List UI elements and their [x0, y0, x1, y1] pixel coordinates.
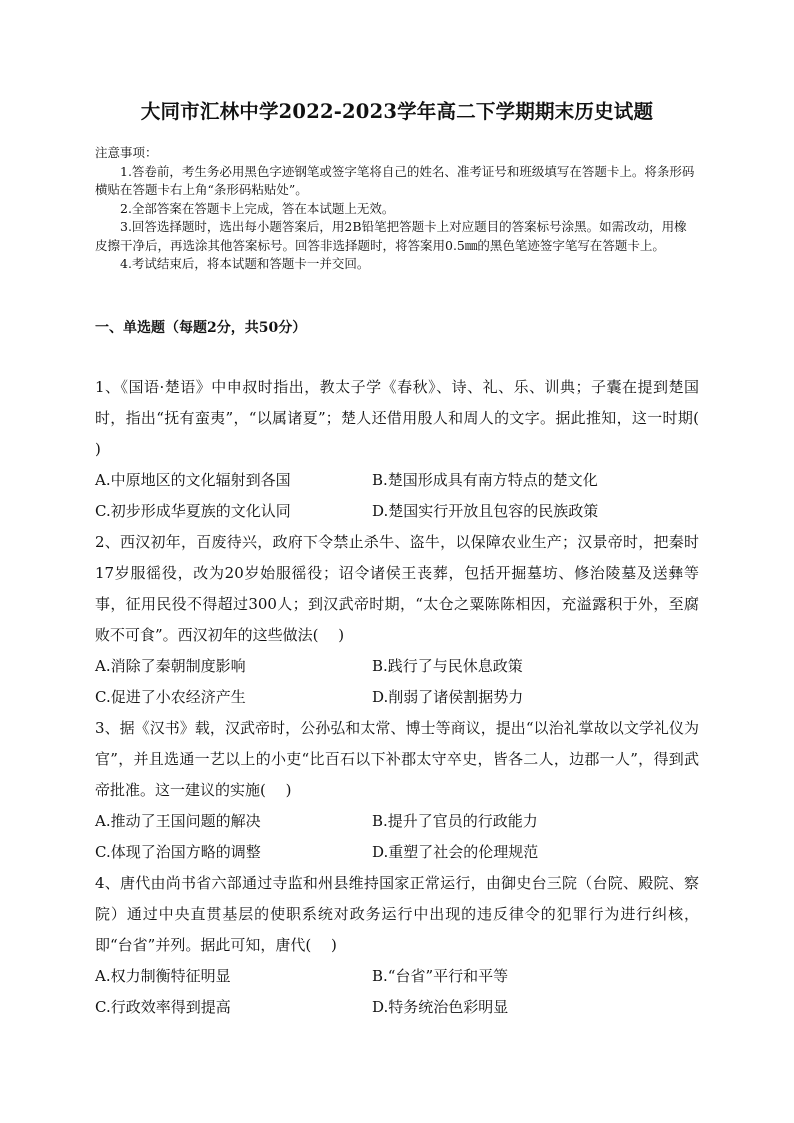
note-item: 2.全部答案在答题卡上完成，答在本试题上无效。 — [120, 200, 395, 216]
question-1 — [95, 372, 719, 527]
option-b: B.楚国形成具有南方特点的楚文化 — [372, 471, 598, 489]
exam-title: 大同市汇林中学2022-2023学年高二下学期期末历史试题 — [140, 100, 654, 123]
option-d: D.重塑了社会的伦理规范 — [372, 843, 539, 861]
question-stem: 3、据《汉书》载，汉武帝时，公孙弘和太常、博士等商议，提出“以治礼掌故以文学礼仪为官”，并且选通一艺以上的小吏“比百石以下补郡太守卒史，皆各二人，边郡一人”，得到武帝批准。这一建议的实施( ) — [95, 719, 699, 799]
option-a: A.推动了王国问题的解决 — [95, 812, 261, 830]
option-a: A.中原地区的文化辐射到各国 — [95, 471, 291, 489]
option-b: B.践行了与民休息政策 — [372, 657, 523, 675]
question-list — [95, 372, 719, 1023]
option-b: B.提升了官员的行政能力 — [372, 812, 538, 830]
question-stem: 1、《国语·楚语》中申叔时指出，教太子学《春秋》、诗、礼、乐、训典；子囊在提到楚国时，指出“抚有蛮夷”，“以属诸夏”；楚人还借用殷人和周人的文字。据此推知，这一时期( ) — [95, 378, 719, 458]
note-item: 1.答卷前，考生务必用黑色字迹钢笔或签字笔将自己的姓名、准考证号和班级填写在答题卡上。将条形码横贴在答题卡右上角“条形码粘贴处”。 — [95, 163, 695, 197]
question-stem: 4、唐代由尚书省六部通过寺监和州县维持国家正常运行，由御史台三院（台院、殿院、察院）通过中央直贯基层的使职系统对政务运行中出现的违反律令的犯罪行为进行纠核，即“台省”并列。据此可知，唐代( ) — [95, 874, 699, 954]
option-d: D.削弱了诸侯割据势力 — [372, 688, 524, 706]
option-a: A.权力制衡特征明显 — [95, 967, 231, 985]
option-d: D.楚国实行开放且包容的民族政策 — [372, 502, 599, 520]
note-item: 4.考试结束后，将本试题和答题卡一并交回。 — [120, 256, 370, 271]
option-c: C.行政效率得到提高 — [95, 998, 231, 1016]
question-2 — [95, 527, 699, 713]
notes-heading: 注意事项： — [95, 145, 158, 160]
exam-notes — [95, 144, 695, 274]
question-4 — [95, 868, 699, 1023]
option-c: C.初步形成华夏族的文化认同 — [95, 502, 291, 520]
note-item: 3.回答选择题时，选出每小题答案后，用2B铅笔把答题卡上对应题目的答案标号涂黑。如需改动，用橡皮擦干净后，再选涂其他答案标号。回答非选择题时，将答案用0.5㎜的黑色笔迹签字笔写在答题卡上。 — [95, 219, 687, 253]
option-d: D.特务统治色彩明显 — [372, 998, 509, 1016]
question-3 — [95, 713, 699, 868]
option-c: C.体现了治国方略的调整 — [95, 843, 261, 861]
option-a: A.消除了秦朝制度影响 — [95, 657, 246, 675]
section-heading: 一、单选题（每题2分，共50分） — [95, 320, 307, 336]
option-b: B.“台省”平行和平等 — [372, 967, 509, 985]
question-stem: 2、西汉初年，百废待兴，政府下令禁止杀牛、盗牛，以保障农业生产；汉景帝时，把秦时17岁服徭役，改为20岁始服徭役；诏令诸侯王丧葬，包括开掘墓坊、修治陵墓及送彝等事，征用民役不得超过300人；到汉武帝时期，“太仓之粟陈陈相因，充溢露积于外，至腐败不可食”。西汉初年的这些做法( ) — [95, 533, 699, 644]
option-c: C.促进了小农经济产生 — [95, 688, 246, 706]
